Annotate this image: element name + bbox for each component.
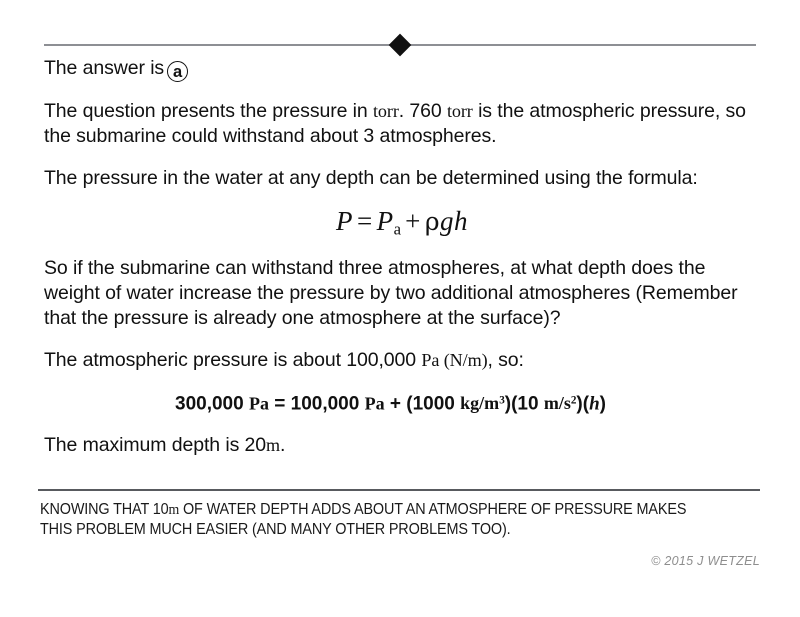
p5-text-b: . — [280, 434, 286, 457]
eq-equals: = — [274, 393, 286, 415]
paragraph-torr — [44, 99, 760, 149]
p4-text-a: The atmospheric pressure is about 100,000 — [44, 348, 422, 371]
p1-unit-torr-1: torr — [372, 101, 399, 121]
eq-gravity-close: ) — [576, 393, 583, 415]
p4-text-b: , so: — [487, 348, 524, 371]
formula-plus: + — [405, 206, 421, 236]
footnote-text-a: KNOWING THAT 10 — [40, 501, 169, 518]
paragraph-atmospheric — [44, 348, 760, 373]
paragraph-answer — [44, 433, 760, 458]
answer-choice-badge: a — [167, 61, 188, 82]
eq-density-exponent: 3 — [499, 394, 505, 407]
paragraph-formula-intro: The pressure in the water at any depth can be determined using the formula: — [44, 167, 698, 189]
worked-equation — [44, 388, 760, 417]
p1-text-b: . 760 — [398, 100, 447, 122]
pressure-formula — [44, 206, 760, 240]
p5-text-a: The maximum depth is 20 — [44, 434, 267, 457]
formula-h: h — [454, 206, 469, 236]
footnote — [40, 500, 711, 540]
formula-rhs-symbol: P — [376, 206, 394, 236]
formula-rho: ρ — [424, 207, 441, 236]
p1-unit-torr-2: torr — [446, 101, 473, 121]
eq-gravity-unit — [544, 393, 577, 413]
paragraph-question: So if the submarine can withstand three atmospheres, at what depth does the weight of water increase the pressure by two additional atmospheres (Remember that the pressure is already one atmosphere at the surface)? — [44, 256, 738, 329]
eq-depth-open: ( — [582, 393, 590, 415]
p1-text-c: is the atmospheric pressure, so the submarine could withstand about 3 atmospheres. — [44, 100, 746, 147]
p1-text-a: The question presents the pressure in — [44, 100, 373, 122]
eq-gravity-open: ( — [511, 393, 518, 415]
eq-density-close: ) — [504, 393, 512, 415]
eq-rhs-value: 100,000 — [290, 393, 360, 415]
top-divider — [44, 34, 756, 58]
bottom-rule-line — [38, 489, 760, 491]
answer-prefix: The answer is — [44, 57, 165, 79]
eq-density-unit-text: kg/m — [460, 393, 500, 414]
footnote-text-b: OF WATER DEPTH ADDS ABOUT AN ATMOSPHERE OF PRESSURE MAKES THIS PROBLEM MUCH EASIER (AND MANY OTHER PROBLEMS TOO). — [40, 501, 687, 538]
eq-rhs-unit: Pa — [364, 393, 385, 414]
eq-depth-close: ) — [599, 393, 606, 415]
eq-density-open: ( — [406, 393, 413, 415]
footnote-unit-meter: m — [168, 502, 180, 518]
diamond-marker-icon — [389, 34, 412, 57]
eq-depth-symbol: h — [589, 393, 600, 415]
copyright-notice: © 2015 J WETZEL — [651, 554, 760, 568]
formula-g: g — [440, 206, 455, 236]
p4-unit-pascal: Pa (N/m) — [421, 349, 488, 370]
slide-content — [44, 56, 760, 475]
formula-equals: = — [356, 206, 373, 236]
formula-rhs-subscript: a — [393, 219, 402, 239]
eq-plus: + — [389, 393, 401, 415]
answer-line — [44, 56, 760, 82]
eq-density-unit — [460, 393, 505, 413]
eq-lhs-value: 300,000 — [175, 393, 244, 415]
eq-lhs-unit: Pa — [248, 393, 269, 414]
formula-lhs: P — [335, 206, 353, 236]
eq-gravity-unit-text: m/s — [543, 393, 571, 414]
eq-density-value: 1000 — [412, 393, 455, 415]
eq-gravity-exponent: 2 — [570, 394, 577, 407]
p5-unit-meter: m — [266, 435, 281, 456]
eq-gravity-value: 10 — [517, 393, 539, 415]
